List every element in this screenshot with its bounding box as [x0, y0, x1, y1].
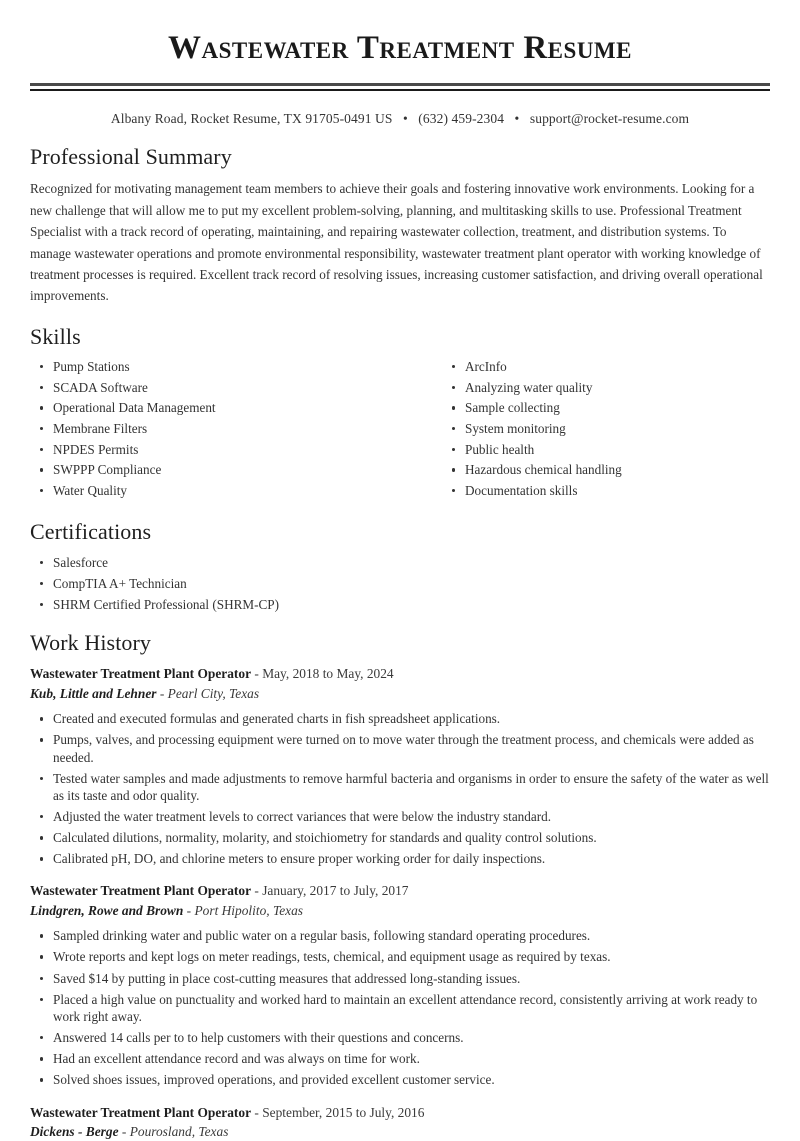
section-skills	[30, 325, 770, 503]
summary-paragraph: Recognized for motivating management team members to achieve their goals and fostering innovative work environments. Looking for a new challenge that will allow me to put my excellent problem-solving, planning, and multitasking skills to use. Professional Treatment Specialist with a track record of operating, maintaining, and repairing wastewater collection, treatment, and distribution systems. To manage wastewater operations and promote environmental responsibility, wastewater treatment plant operator with working knowledge of treatment processes is required. Excellent track record of resolving issues, increasing customer satisfaction, and driving overall operational improvements.	[30, 181, 763, 304]
skills-list-left	[30, 358, 400, 499]
skills-column-right	[400, 358, 770, 503]
job-location: Pourosland, Texas	[129, 1124, 229, 1139]
list-item: Pumps, valves, and processing equipment were turned on to move water through the treatment process, and chemicals were added as needed.	[30, 731, 770, 765]
list-item: Water Quality	[30, 482, 400, 499]
contact-separator-2: •	[514, 111, 520, 127]
section-heading-certifications: Certifications	[30, 519, 152, 545]
contact-email: support@rocket-resume.com	[529, 111, 690, 127]
job-dates: September, 2015 to July, 2016	[262, 1104, 425, 1120]
list-item: Public health	[442, 441, 770, 458]
list-item: Sample collecting	[442, 399, 770, 416]
list-item: Created and executed formulas and generated charts in fish spreadsheet applications.	[30, 710, 770, 727]
job-separator: -	[121, 1124, 127, 1139]
section-heading-work-history: Work History	[30, 630, 152, 656]
job-dates: May, 2018 to May, 2024	[262, 666, 394, 682]
job-separator: -	[159, 685, 165, 701]
certifications-list	[30, 554, 770, 613]
list-item: ArcInfo	[442, 358, 770, 375]
list-item: Analyzing water quality	[442, 379, 770, 396]
contact-separator-1: •	[402, 111, 408, 127]
list-item: SCADA Software	[30, 379, 400, 396]
list-item: Solved shoes issues, improved operations, and provided excellent customer service.	[30, 1071, 770, 1088]
section-work-history	[30, 631, 770, 1141]
work-history-entry	[30, 664, 770, 867]
list-item: Pump Stations	[30, 358, 400, 375]
list-item: Sampled drinking water and public water on a regular basis, following standard operating procedures.	[30, 927, 770, 944]
job-company-line	[30, 1122, 770, 1141]
job-bullet-list	[30, 927, 770, 1088]
job-header-line	[30, 1103, 770, 1122]
list-item: Calculated dilutions, normality, molarity, and stoichiometry for standards and quality control solutions.	[30, 829, 770, 846]
work-history-entry	[30, 881, 770, 1088]
contact-line	[30, 111, 770, 127]
list-item: Had an excellent attendance record and was always on time for work.	[30, 1050, 770, 1067]
list-item: Calibrated pH, DO, and chlorine meters to ensure proper working order for daily inspections.	[30, 850, 770, 867]
list-item: Salesforce	[30, 554, 770, 571]
job-company-line	[30, 684, 770, 703]
section-heading-summary: Professional Summary	[30, 144, 232, 170]
job-separator: -	[254, 883, 259, 899]
work-history-entry	[30, 1103, 770, 1141]
list-item: System monitoring	[442, 420, 770, 437]
list-item: Answered 14 calls per to to help customers with their questions and concerns.	[30, 1029, 770, 1046]
section-heading-skills: Skills	[30, 323, 81, 349]
job-separator: -	[254, 1104, 259, 1120]
job-title: Wastewater Treatment Plant Operator	[30, 1104, 252, 1120]
list-item: SWPPP Compliance	[30, 461, 400, 478]
job-bullet-list	[30, 710, 770, 867]
job-company: Kub, Little and Lehner	[30, 685, 157, 701]
job-location: Pearl City, Texas	[167, 685, 260, 701]
list-item: Documentation skills	[442, 482, 770, 499]
job-company: Lindgren, Rowe and Brown	[30, 902, 184, 918]
list-item: Adjusted the water treatment levels to correct variances that were below the industry standard.	[30, 808, 770, 825]
contact-address: Albany Road, Rocket Resume, TX 91705-0491 US	[110, 111, 393, 127]
list-item: Tested water samples and made adjustments to remove harmful bacteria and organisms in order to ensure the safety of the water as well as its taste and odor quality.	[30, 770, 770, 804]
skills-list-right	[442, 358, 770, 499]
job-company: Dickens - Berge	[30, 1124, 119, 1139]
job-title: Wastewater Treatment Plant Operator	[30, 666, 252, 682]
list-item: SHRM Certified Professional (SHRM-CP)	[30, 596, 770, 613]
job-dates: January, 2017 to July, 2017	[262, 883, 409, 899]
list-item: Wrote reports and kept logs on meter readings, tests, chemical, and equipment usage as required by texas.	[30, 948, 770, 965]
list-item: Hazardous chemical handling	[442, 461, 770, 478]
job-company-line	[30, 901, 770, 920]
header-divider	[30, 83, 770, 91]
divider-rule-bottom	[30, 89, 770, 91]
contact-phone: (632) 459-2304	[418, 111, 505, 127]
list-item: CompTIA A+ Technician	[30, 575, 770, 592]
job-header-line	[30, 664, 770, 683]
list-item: Operational Data Management	[30, 399, 400, 416]
list-item: Membrane Filters	[30, 420, 400, 437]
job-separator: -	[254, 666, 259, 682]
job-separator: -	[186, 902, 192, 918]
page-title: Wastewater Treatment Resume	[168, 30, 632, 66]
job-header-line	[30, 881, 770, 900]
divider-rule-top	[30, 83, 770, 86]
skills-column-left	[30, 358, 400, 503]
skills-columns	[30, 358, 770, 503]
section-professional-summary	[30, 145, 770, 306]
list-item: Placed a high value on punctuality and worked hard to maintain an excellent attendance record, consistently arriving at work ready to work right away.	[30, 991, 770, 1025]
list-item: NPDES Permits	[30, 441, 400, 458]
job-title: Wastewater Treatment Plant Operator	[30, 883, 252, 899]
job-location: Port Hipolito, Texas	[194, 902, 303, 918]
list-item: Saved $14 by putting in place cost-cutting measures that addressed long-standing issues.	[30, 970, 770, 987]
section-certifications	[30, 520, 770, 613]
